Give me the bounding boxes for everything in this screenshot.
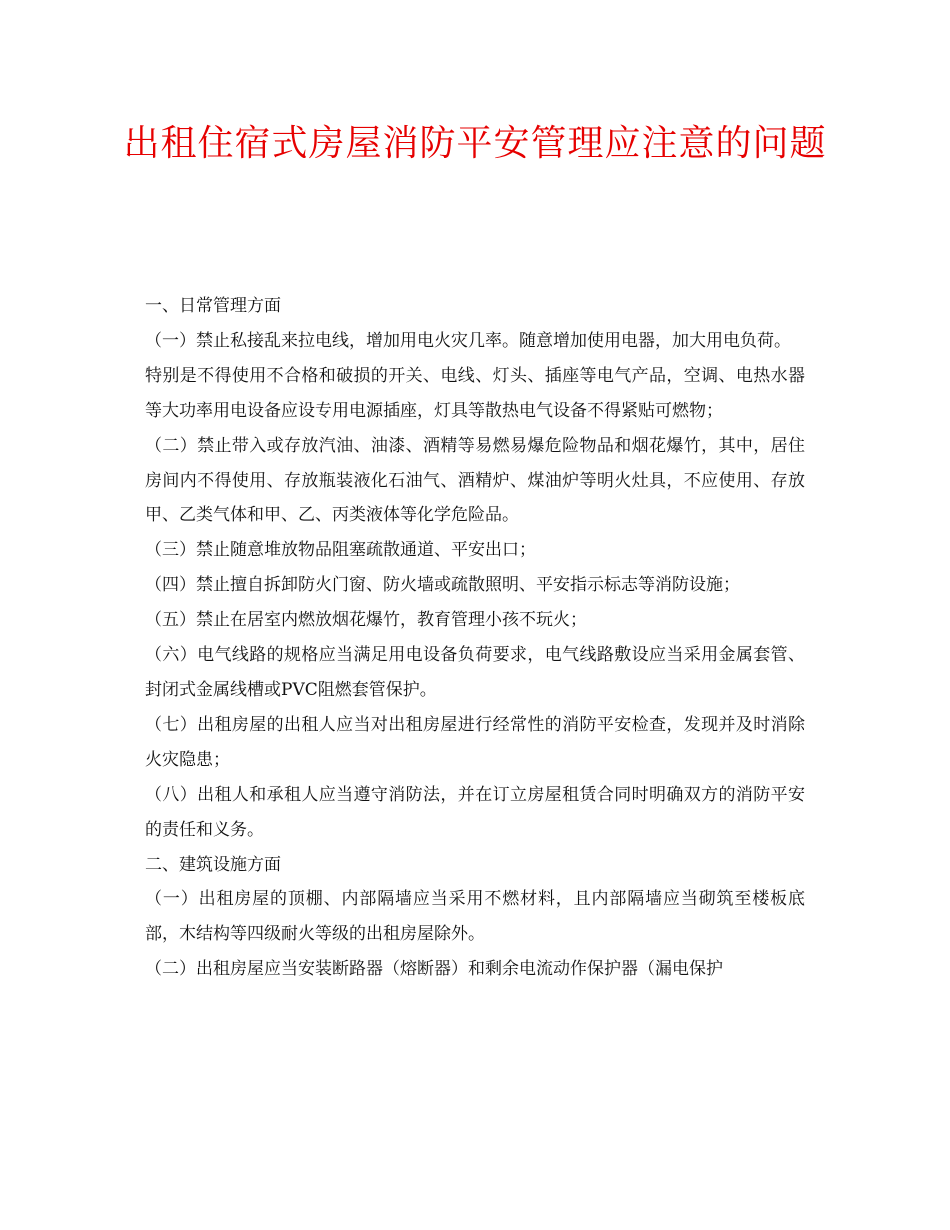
paragraph: （二）出租房屋应当安装断路器（熔断器）和剩余电流动作保护器（漏电保护: [145, 959, 723, 980]
paragraph: （五）禁止在居室内燃放烟花爆竹，教育管理小孩不玩火；: [145, 610, 587, 631]
section-heading-building-facilities: 二、建筑设施方面: [145, 854, 281, 875]
document-title: 出租住宿式房屋消防平安管理应注意的问题: [123, 123, 827, 164]
document-body: [145, 289, 805, 987]
paragraph: （三）禁止随意堆放物品阻塞疏散通道、平安出口；: [145, 540, 536, 561]
paragraph: （六）电气线路的规格应当满足用电设备负荷要求，电气线路敷设应当采用金属套管、封闭式金属线槽或PVC阻燃套管保护。: [145, 645, 805, 700]
paragraph: （一）禁止私接乱来拉电线，增加用电火灾几率。随意增加使用电器，加大用电负荷。: [145, 330, 791, 351]
paragraph: （一）出租房屋的顶棚、内部隔墙应当采用不燃材料，且内部隔墙应当砌筑至楼板底部，木结构等四级耐火等级的出租房屋除外。: [145, 889, 805, 945]
paragraph: 特别是不得使用不合格和破损的开关、电线、灯头、插座等电气产品，空调、电热水器等大功率用电设备应设专用电源插座，灯具等散热电气设备不得紧贴可燃物；: [145, 365, 805, 421]
section-heading-daily-management: 一、日常管理方面: [145, 296, 281, 316]
paragraph: （八）出租人和承租人应当遵守消防法，并在订立房屋租赁合同时明确双方的消防平安的责任和义务。: [145, 784, 805, 840]
paragraph: （四）禁止擅自拆卸防火门窗、防火墙或疏散照明、平安指示标志等消防设施；: [145, 575, 740, 596]
paragraph: （二）禁止带入或存放汽油、油漆、酒精等易燃易爆危险物品和烟花爆竹，其中，居住房间内不得使用、存放瓶装液化石油气、酒精炉、煤油炉等明火灶具，不应使用、存放甲、乙类气体和甲、乙、丙类液体等化学危险品。: [145, 435, 805, 526]
paragraph: （七）出租房屋的出租人应当对出租房屋进行经常性的消防平安检查，发现并及时消除火灾隐患；: [145, 714, 805, 770]
